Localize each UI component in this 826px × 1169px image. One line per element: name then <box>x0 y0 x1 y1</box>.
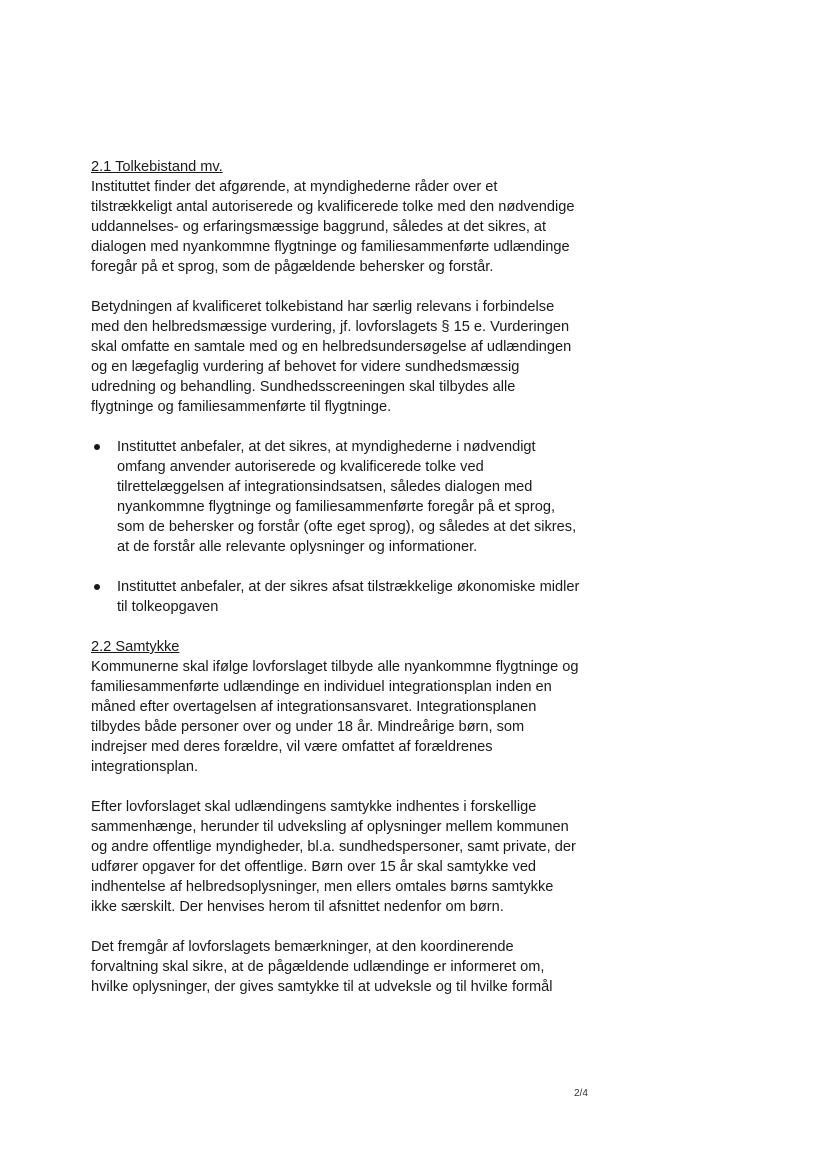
paragraph: Det fremgår af lovforslagets bemærkninger, at den koordinerende forvaltning skal sikre, at de pågældende udlændinge er informeret om, hvilke oplysninger, der gives samtykke til at udveksle og til hvilke formål <box>91 939 553 995</box>
paragraph: Kommunerne skal ifølge lovforslaget tilbyde alle nyankommne flygtninge og familiesammenførte udlændinge en individuel integrationsplan inden en måned efter overtagelsen af integrationsansvaret. Integrationsplanen tilbydes både personer over og under 18 år. Mindreårige børn, som indrejser med deres forældre, vil være omfattet af forældrenes integrationsplan. <box>91 659 579 775</box>
section-heading-samtykke: 2.2 Samtykke <box>91 639 180 655</box>
paragraph: Betydningen af kvalificeret tolkebistand har særlig relevans i forbindelse med den helbredsmæssige vurdering, jf. lovforslagets § 15 e. Vurderingen skal omfatte en samtale med og en helbredsundersøgelse af udlændingen og en lægefaglig vurdering af behovet for videre sundhedsmæssig udredning og behandling. Sundhedsscreeningen skal tilbydes alle flygtninge og familiesammenførte til flygtninge. <box>91 299 572 415</box>
list-item <box>91 437 581 557</box>
list-item-text: Instituttet anbefaler, at det sikres, at myndighederne i nødvendigt omfang anvender autoriserede og kvalificerede tolke ved tilrettelæggelsen af integrationsindsatsen, således dialogen med nyankommne flygtninge og familiesammenførte foregår på et sprog, som de behersker og forstår (ofte eget sprog), og således at det sikres, at de forstår alle relevante oplysninger og informationer. <box>117 439 577 555</box>
paragraph: Efter lovforslaget skal udlændingens samtykke indhentes i forskellige sammenhænge, herunder til udveksling af oplysninger mellem kommunen og andre offentlige myndigheder, bl.a. sundhedspersoner, samt private, der udfører opgaver for det offentlige. Børn over 15 år skal samtykke ved indhentelse af helbredsoplysninger, men ellers omtales børns samtykke ikke særskilt. Der henvises herom til afsnittet nedenfor om børn. <box>91 799 576 915</box>
list-item <box>91 577 581 617</box>
section-heading-tolkebistand: 2.1 Tolkebistand mv. <box>91 159 223 175</box>
page-number: 2/4 <box>574 1088 588 1099</box>
paragraph: Instituttet finder det afgørende, at myndighederne råder over et tilstrækkeligt antal autoriserede og kvalificerede tolke med den nødvendige uddannelses- og erfaringsmæssige baggrund, således at det sikres, at dialogen med nyankommne flygtninge og familiesammenførte udlændinge foregår på et sprog, som de pågældende behersker og forstår. <box>91 179 575 275</box>
bullet-icon <box>94 584 100 590</box>
document-body <box>91 157 581 997</box>
list-item-text: Instituttet anbefaler, at der sikres afsat tilstrækkelige økonomiske midler til tolkeopgaven <box>117 579 580 615</box>
recommendation-list <box>91 437 581 617</box>
bullet-icon <box>94 444 100 450</box>
